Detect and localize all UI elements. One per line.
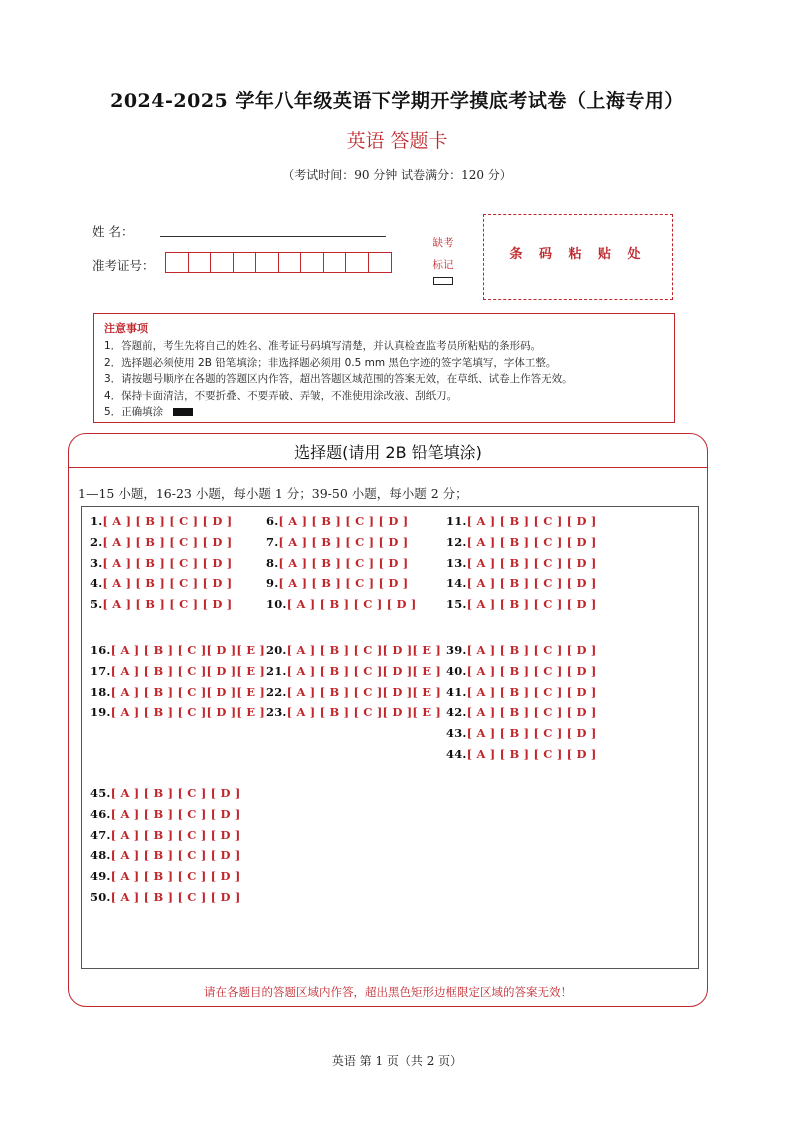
answer-options[interactable]: [ A ] [ B ] [ C ][ D ][ E ] [286,643,441,657]
answer-options[interactable]: [ A ] [ B ] [ C ] [ D ] [278,534,409,549]
exam-id-digit-box[interactable] [166,253,189,272]
answer-options[interactable]: [ A ] [ B ] [ C ] [ D ] [466,576,597,591]
note-item [104,404,664,421]
barcode-label: 条 码 粘 贴 处 [509,247,647,262]
choice-title: 选择题(请用 2B 铅笔填涂) [294,443,482,462]
answer-options[interactable]: [ A ] [ B ] [ C ] [ D ] [278,576,409,591]
exam-id-digit-box[interactable] [256,253,279,272]
answer-options[interactable]: [ A ] [ B ] [ C ] [ D ] [466,534,597,549]
exam-id-digit-box[interactable] [301,253,324,272]
question-number: 10. [266,597,287,612]
exam-info: （考试时间：90 分钟 试卷满分：120 分） [282,168,512,182]
question-number: 47. [90,827,111,842]
question-number: 1. [90,514,103,528]
question-number: 39. [446,643,467,657]
exam-id-digit-box[interactable] [279,253,302,272]
answer-options[interactable]: [ A ] [ B ] [ C ] [ D ] [466,514,597,528]
question-number: 8. [266,555,279,570]
answer-options[interactable]: [ A ] [ B ] [ C ] [ D ] [466,643,597,657]
question-number: 42. [446,705,467,720]
answer-options[interactable]: [ A ] [ B ] [ C ] [ D ] [110,890,241,904]
question-number: 41. [446,684,467,699]
question-44 [446,747,597,761]
question-15 [446,597,597,611]
question-40 [446,664,597,678]
correct-fill-example [173,408,193,416]
answer-options[interactable]: [ A ] [ B ] [ C ] [ D ] [110,848,241,863]
notes-title: 注意事项 [104,322,148,335]
question-number: 13. [446,555,467,570]
page-title: 2024-2025 学年八年级英语下学期开学摸底考试卷（上海专用） [110,90,684,112]
question-10 [266,597,417,611]
note-item: 1．答题前，考生先将自己的姓名、准考证号码填写清楚，并认真检查监考员所粘贴的条形码。 [104,340,542,352]
answer-options[interactable]: [ A ] [ B ] [ C ] [ D ] [102,555,233,570]
question-14 [446,576,597,590]
answer-options[interactable]: [ A ] [ B ] [ C ] [ D ] [466,555,597,570]
question-16 [90,643,265,657]
question-3 [90,556,232,570]
warning-text: 请在各题目的答题区域内作答，超出黑色矩形边框限定区域的答案无效！ [204,985,572,999]
question-number: 2. [90,534,103,549]
exam-id-digit-box[interactable] [234,253,257,272]
question-number: 18. [90,684,111,699]
question-number: 7. [266,534,279,549]
exam-id-digit-box[interactable] [211,253,234,272]
answer-options[interactable]: [ A ] [ B ] [ C ] [ D ] [466,663,597,678]
question-number: 11. [446,514,467,528]
exam-id-label: 准考证号： [92,258,155,273]
question-39 [446,643,597,657]
question-8 [266,556,408,570]
question-number: 21. [266,663,287,678]
exam-id-digit-box[interactable] [369,253,392,272]
question-6 [266,514,408,528]
question-number: 16. [90,643,111,657]
exam-id-digit-box[interactable] [346,253,369,272]
question-number: 23. [266,705,287,720]
exam-id-boxes[interactable] [165,252,392,273]
question-17 [90,664,265,678]
question-20 [266,643,441,657]
answer-options[interactable]: [ A ] [ B ] [ C ][ D ][ E ] [286,684,441,699]
answer-options[interactable]: [ A ] [ B ] [ C ] [ D ] [102,576,233,591]
scoring-note: 1—15 小题，16-23 小题，每小题 1 分；39-50 小题，每小题 2 分； [78,486,468,501]
name-label: 姓 名： [92,224,134,239]
question-number: 20. [266,643,287,657]
absent-mark-label: 缺考标记 [432,237,454,271]
exam-id-digit-box[interactable] [189,253,212,272]
question-49 [90,869,241,883]
barcode-area [483,214,673,300]
answer-options[interactable]: [ A ] [ B ] [ C ][ D ][ E ] [286,705,441,720]
question-9 [266,576,408,590]
question-13 [446,556,597,570]
question-number: 4. [90,576,103,591]
question-45 [90,786,241,800]
question-22 [266,685,441,699]
answer-options[interactable]: [ A ] [ B ] [ C ] [ D ] [102,534,233,549]
question-21 [266,664,441,678]
question-number: 45. [90,786,111,800]
answer-options[interactable]: [ A ] [ B ] [ C ] [ D ] [278,555,409,570]
question-number: 15. [446,597,467,612]
absent-mark-box[interactable] [433,277,453,285]
question-number: 17. [90,663,111,678]
question-19 [90,705,265,719]
answer-options[interactable]: [ A ] [ B ] [ C ][ D ][ E ] [110,643,265,657]
answer-options[interactable]: [ A ] [ B ] [ C ] [ D ] [102,514,233,528]
question-11 [446,514,597,528]
answer-options[interactable]: [ A ] [ B ] [ C ][ D ][ E ] [110,684,265,699]
question-5 [90,597,232,611]
note-item: 4．保持卡面清洁，不要折叠、不要弄破、弄皱，不准使用涂改液、刮纸刀。 [104,389,458,402]
notes-box [93,313,675,423]
answer-options[interactable]: [ A ] [ B ] [ C ] [ D ] [110,806,241,821]
answer-options[interactable]: [ A ] [ B ] [ C ][ D ][ E ] [286,663,441,678]
answer-options[interactable]: [ A ] [ B ] [ C ] [ D ] [102,597,233,612]
note-item: 3．请按题号顺序在各题的答题区内作答，超出答题区域范围的答案无效，在草纸、试卷上作答无效。 [104,373,573,386]
page-footer: 英语 第 1 页（共 2 页） [331,1054,463,1068]
question-number: 12. [446,534,467,549]
question-number: 5. [90,597,103,612]
question-43 [446,726,597,740]
question-number: 49. [90,869,111,884]
question-number: 48. [90,848,111,863]
answer-options[interactable]: [ A ] [ B ] [ C ] [ D ] [466,726,597,741]
answer-options[interactable]: [ A ] [ B ] [ C ] [ D ] [466,684,597,699]
answer-options[interactable]: [ A ] [ B ] [ C ] [ D ] [466,597,597,612]
question-number: 9. [266,576,279,591]
question-1 [90,514,232,528]
note-item-text: 5．正确填涂 [104,406,164,419]
answer-options[interactable]: [ A ] [ B ] [ C ] [ D ] [110,869,241,884]
answer-options[interactable]: [ A ] [ B ] [ C ] [ D ] [286,597,417,612]
question-number: 19. [90,705,111,720]
question-2 [90,535,232,549]
question-23 [266,705,441,719]
question-number: 40. [446,663,467,678]
question-4 [90,576,232,590]
answer-options[interactable]: [ A ] [ B ] [ C ][ D ][ E ] [110,705,265,720]
question-number: 43. [446,726,467,741]
question-7 [266,535,408,549]
question-46 [90,807,241,821]
note-item: 2．选择题必须使用 2B 铅笔填涂；非选择题必须用 0.5 mm 黑色字迹的签字笔填写，字体工整。 [104,356,557,369]
question-number: 3. [90,555,103,570]
question-number: 50. [90,890,111,904]
question-48 [90,848,241,862]
answer-options[interactable]: [ A ] [ B ] [ C ] [ D ] [466,705,597,720]
question-42 [446,705,597,719]
question-12 [446,535,597,549]
question-number: 22. [266,684,287,699]
answer-options[interactable]: [ A ] [ B ] [ C ] [ D ] [110,827,241,842]
question-50 [90,890,241,904]
answer-options[interactable]: [ A ] [ B ] [ C ] [ D ] [110,786,241,800]
exam-id-digit-box[interactable] [324,253,347,272]
question-41 [446,685,597,699]
question-number: 14. [446,576,467,591]
answer-options[interactable]: [ A ] [ B ] [ C ] [ D ] [466,747,597,761]
choice-divider [68,467,708,468]
name-field[interactable] [160,236,386,237]
question-number: 44. [446,747,467,761]
question-number: 46. [90,806,111,821]
question-number: 6. [266,514,279,528]
subject-title: 英语 答题卡 [346,130,448,152]
answer-options[interactable]: [ A ] [ B ] [ C ][ D ][ E ] [110,663,265,678]
question-18 [90,685,265,699]
answer-options[interactable]: [ A ] [ B ] [ C ] [ D ] [278,514,409,528]
question-47 [90,828,241,842]
